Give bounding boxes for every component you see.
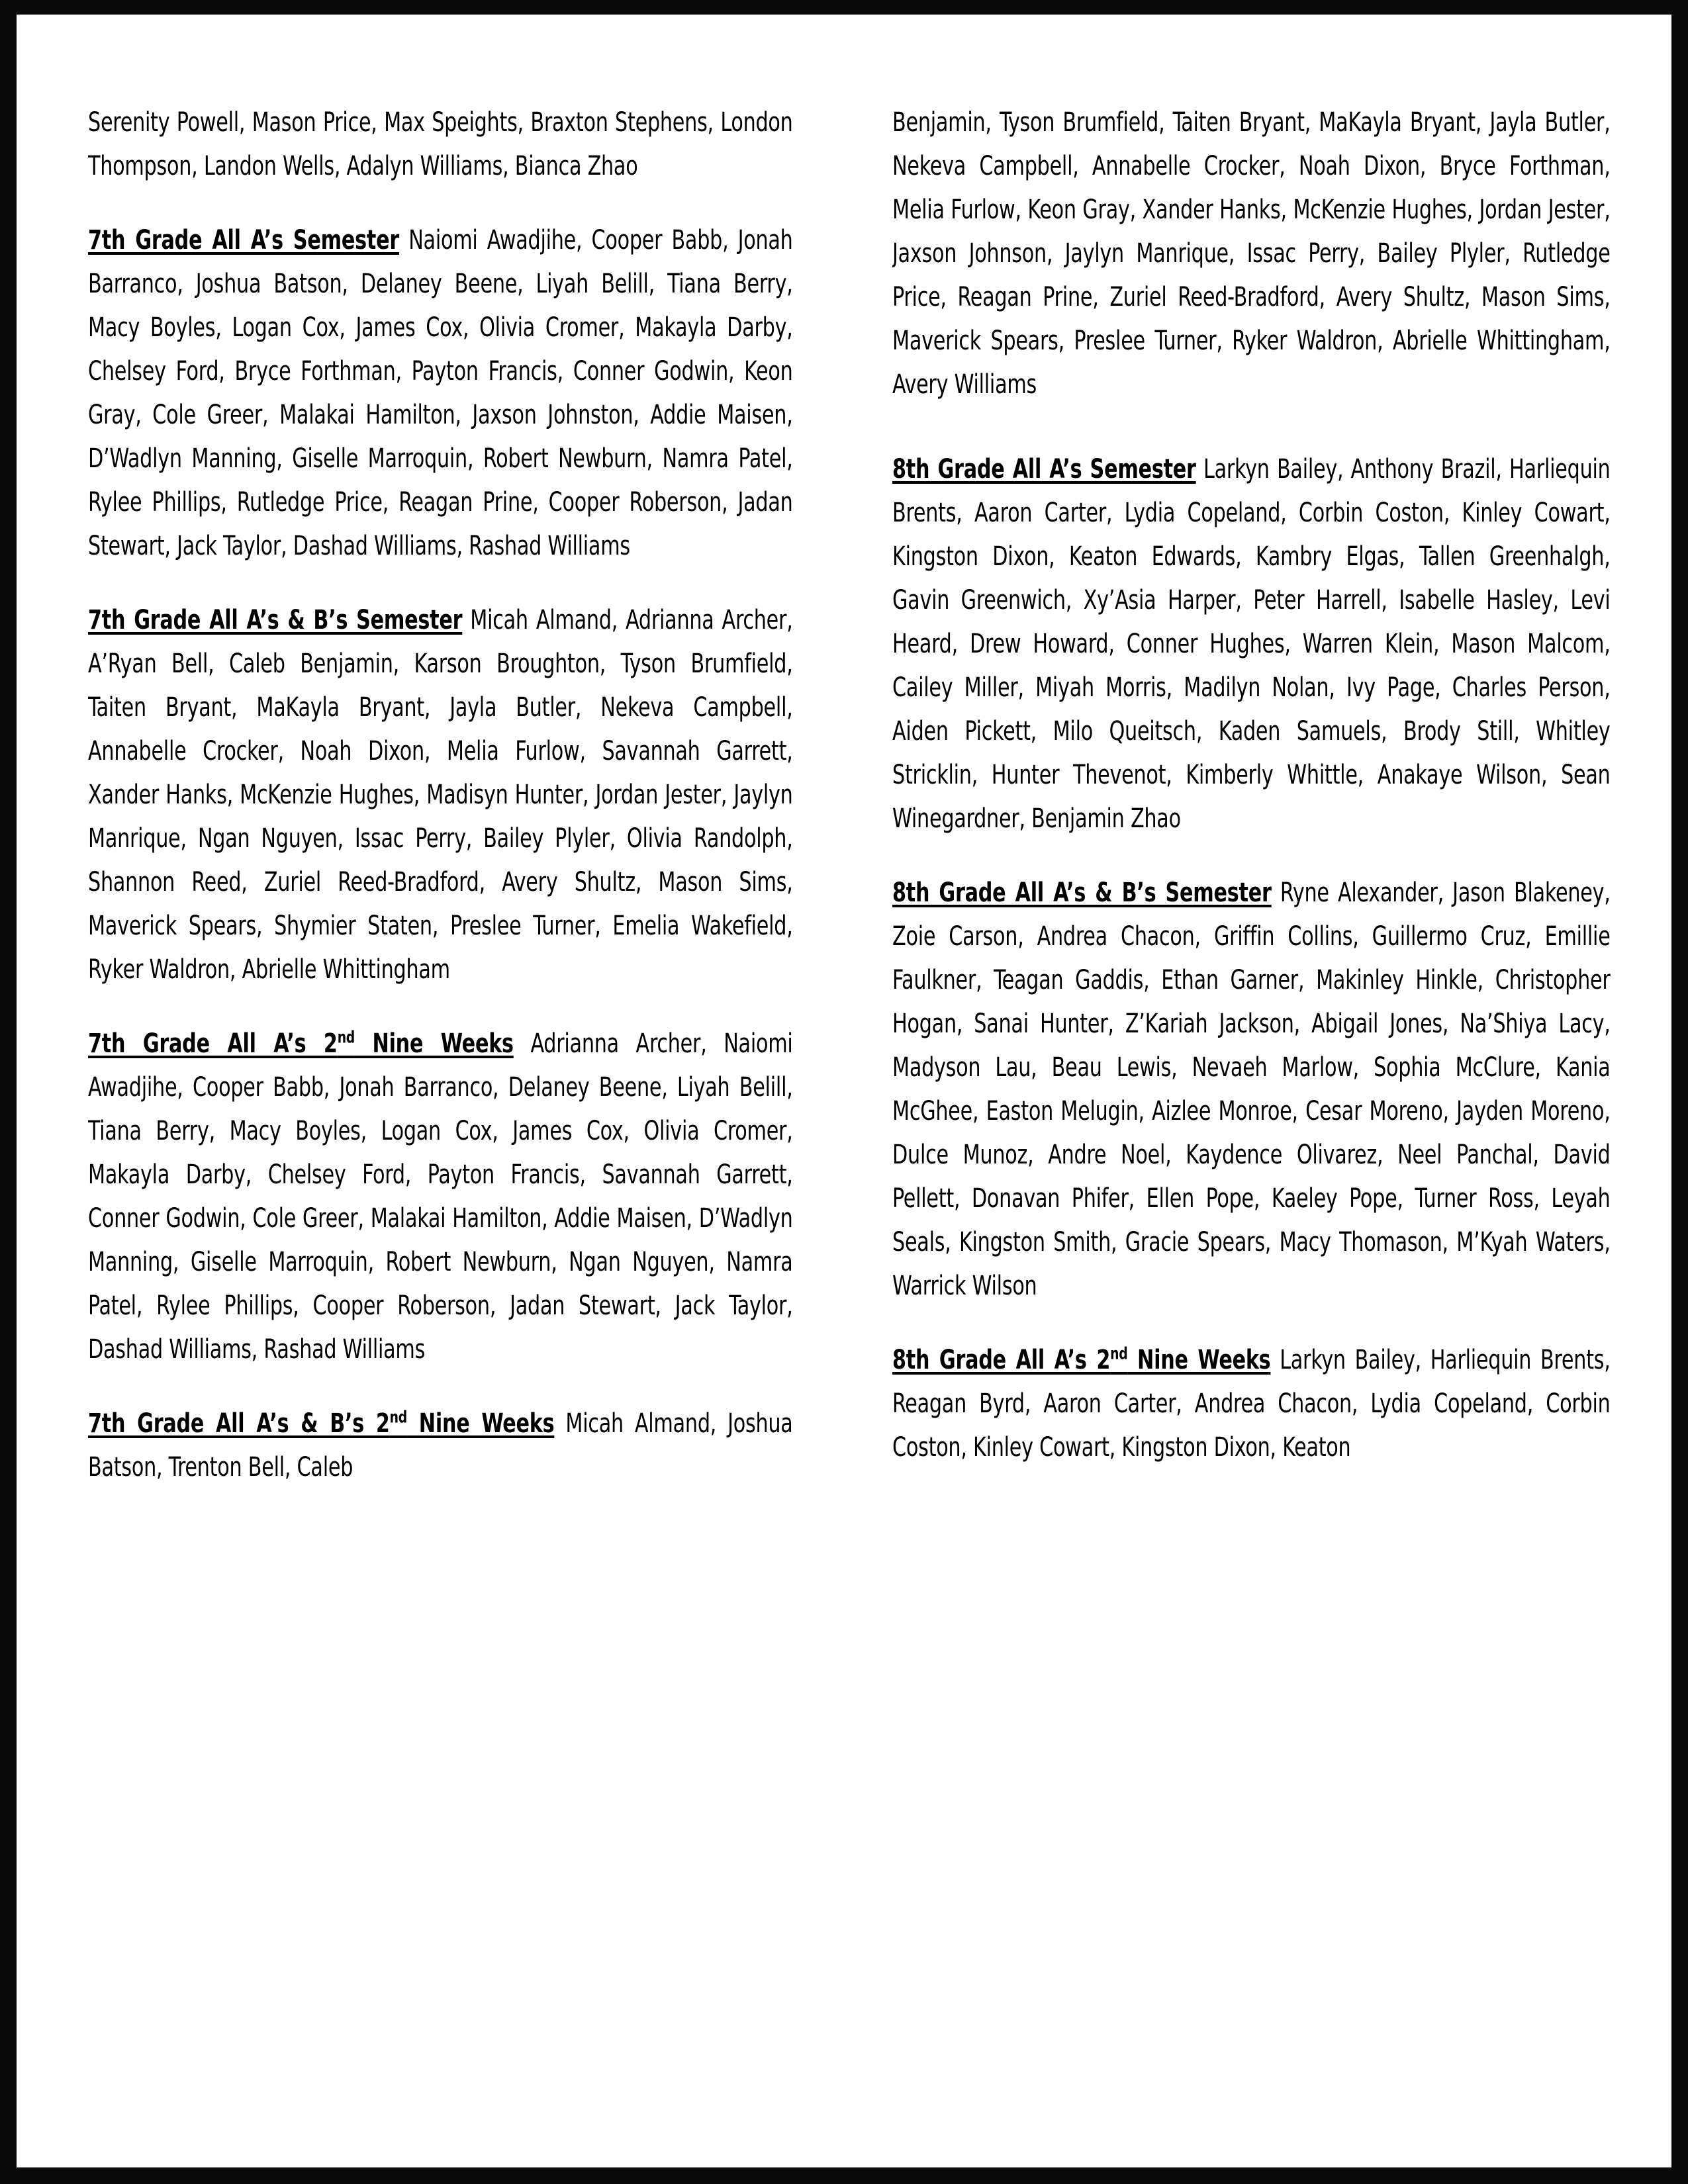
page-sheet — [17, 15, 1671, 2167]
left-column — [88, 101, 793, 2132]
text-block — [88, 101, 793, 188]
right-column — [892, 101, 1611, 2132]
text-block — [892, 1338, 1611, 1469]
names-run: Micah Almand, Adrianna Archer, A’Ryan Bell, Caleb Benjamin, Karson Broughton, Tyson Brumfield, Taiten Bryant, MaKayla Bryant, Jayla Butler, Nekeva Campbell, Annabelle Crocker, Noah Dixon, Melia Furlow, Savannah Garrett, Xander Hanks, McKenzie Hughes, Madisyn Hunter, Jordan Jester, Jaylyn Manrique, Ngan Nguyen, Issac Perry, Bailey Plyler, Olivia Randolph, Shannon Reed, Zuriel Reed-Bradford, Avery Shultz, Mason Sims, Maverick Spears, Shymier Staten, Preslee Turner, Emelia Wakefield, Ryker Waldron, Abrielle Whittingham — [88, 605, 793, 985]
text-block — [892, 101, 1611, 406]
section-heading: 8th Grade All A’s Semester — [892, 454, 1196, 484]
names-run: Larkyn Bailey, Anthony Brazil, Harliequin Brents, Aaron Carter, Lydia Copeland, Corbin Coston, Kinley Cowart, Kingston Dixon, Keaton Edwards, Kambry Elgas, Tallen Greenhalgh, Gavin Greenwich, Xy’Asia Harper, Peter Harrell, Isabelle Hasley, Levi Heard, Drew Howard, Conner Hughes, Warren Klein, Mason Malcom, Cailey Miller, Miyah Morris, Madilyn Nolan, Ivy Page, Charles Person, Aiden Pickett, Milo Queitsch, Kaden Samuels, Brody Still, Whitley Stricklin, Hunter Thevenot, Kimberly Whittle, Anakaye Wilson, Sean Winegardner, Benjamin Zhao — [892, 454, 1611, 834]
heading-ordinal-suffix: nd — [1110, 1343, 1128, 1363]
names-run: Larkyn Bailey, Harliequin Brents, Reagan Byrd, Aaron Carter, Andrea Chacon, Lydia Copeland, Corbin Coston, Kinley Cowart, Kingston Dixon, Keaton — [892, 1345, 1611, 1463]
names-run: Benjamin, Tyson Brumfield, Taiten Bryant, MaKayla Bryant, Jayla Butler, Nekeva Campbell, Annabelle Crocker, Noah Dixon, Bryce Forthman, Melia Furlow, Keon Gray, Xander Hanks, McKenzie Hughes, Jordan Jester, Jaxson Johnson, Jaylyn Manrique, Issac Perry, Bailey Plyler, Rutledge Price, Reagan Prine, Zuriel Reed-Bradford, Avery Shultz, Mason Sims, Maverick Spears, Preslee Turner, Ryker Waldron, Abrielle Whittingham, Avery Williams — [892, 107, 1611, 400]
names-run: Serenity Powell, Mason Price, Max Speights, Braxton Stephens, London Thompson, Landon Wells, Adalyn Williams, Bianca Zhao — [88, 107, 793, 181]
heading-rest: Nine Weeks — [354, 1028, 514, 1059]
heading-ordinal-suffix: nd — [389, 1407, 407, 1427]
heading-ordinal-suffix: nd — [337, 1027, 355, 1047]
names-run: Micah Almand, Joshua Batson, Trenton Bell, Caleb — [88, 1408, 793, 1482]
section-heading: 7th Grade All A’s Semester — [88, 225, 400, 255]
names-run: Naiomi Awadjihe, Cooper Babb, Jonah Barranco, Joshua Batson, Delaney Beene, Liyah Belill, Tiana Berry, Macy Boyles, Logan Cox, James Cox, Olivia Cromer, Makayla Darby, Chelsey Ford, Bryce Forthman, Payton Francis, Conner Godwin, Keon Gray, Cole Greer, Malakai Hamilton, Jaxson Johnston, Addie Maisen, D’Wadlyn Manning, Giselle Marroquin, Robert Newburn, Namra Patel, Rylee Phillips, Rutledge Price, Reagan Prine, Cooper Roberson, Jadan Stewart, Jack Taylor, Dashad Williams, Rashad Williams — [88, 225, 793, 561]
two-column-layout — [88, 101, 1611, 2132]
section-heading — [88, 1408, 554, 1439]
section-heading — [892, 1345, 1270, 1375]
text-block — [892, 871, 1611, 1308]
section-heading: 8th Grade All A’s & B’s Semester — [892, 878, 1272, 908]
text-block — [88, 218, 793, 568]
heading-main: 7th Grade All A’s & B’s 2 — [88, 1408, 390, 1439]
heading-rest: Nine Weeks — [1127, 1345, 1271, 1375]
text-block — [88, 1402, 793, 1489]
names-run: Ryne Alexander, Jason Blakeney, Zoie Carson, Andrea Chacon, Griffin Collins, Guillermo Cruz, Emillie Faulkner, Teagan Gaddis, Ethan Garner, Makinley Hinkle, Christopher Hogan, Sanai Hunter, Z’Kariah Jackson, Abigail Jones, Na’Shiya Lacy, Madyson Lau, Beau Lewis, Nevaeh Marlow, Sophia McClure, Kania McGhee, Easton Melugin, Aizlee Monroe, Cesar Moreno, Jayden Moreno, Dulce Munoz, Andre Noel, Kaydence Olivarez, Neel Panchal, David Pellett, Donavan Phifer, Ellen Pope, Kaeley Pope, Turner Ross, Leyah Seals, Kingston Smith, Gracie Spears, Macy Thomason, M’Kyah Waters, Warrick Wilson — [892, 878, 1611, 1301]
text-block — [892, 447, 1611, 841]
names-run: Adrianna Archer, Naiomi Awadjihe, Cooper Babb, Jonah Barranco, Delaney Beene, Liyah Belill, Tiana Berry, Macy Boyles, Logan Cox, James Cox, Olivia Cromer, Makayla Darby, Chelsey Ford, Payton Francis, Savannah Garrett, Conner Godwin, Cole Greer, Malakai Hamilton, Addie Maisen, D’Wadlyn Manning, Giselle Marroquin, Robert Newburn, Ngan Nguyen, Namra Patel, Rylee Phillips, Cooper Roberson, Jadan Stewart, Jack Taylor, Dashad Williams, Rashad Williams — [88, 1028, 793, 1365]
heading-rest: Nine Weeks — [406, 1408, 555, 1439]
section-heading: 7th Grade All A’s & B’s Semester — [88, 605, 463, 635]
section-heading — [88, 1028, 514, 1059]
text-block — [88, 1022, 793, 1371]
heading-main: 8th Grade All A’s 2 — [892, 1345, 1111, 1375]
text-block — [88, 598, 793, 991]
heading-main: 7th Grade All A’s 2 — [88, 1028, 338, 1059]
